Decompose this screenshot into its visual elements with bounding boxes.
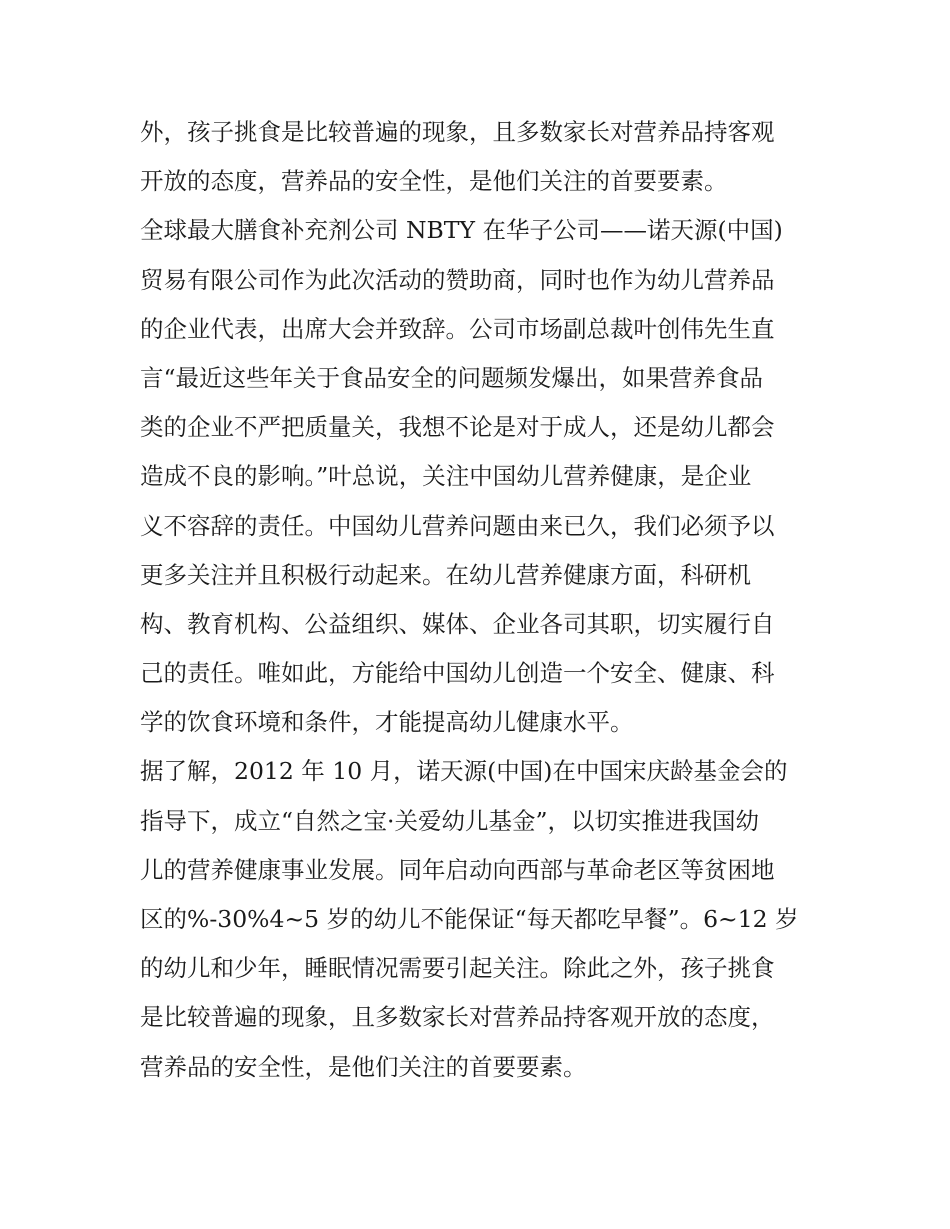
text-line: 的幼儿和少年，睡眠情况需要引起关注。除此之外，孩子挑食 <box>140 954 775 983</box>
body-text <box>140 108 820 1092</box>
text-line: 学的饮食环境和条件，才能提高幼儿健康水平。 <box>140 708 634 737</box>
text-line: 是比较普遍的现象，且多数家长对营养品持客观开放的态度， <box>140 1003 775 1032</box>
text-line: 营养品的安全性，是他们关注的首要要素。 <box>140 1052 587 1081</box>
text-line: 己的责任。唯如此，方能给中国幼儿创造一个安全、健康、科 <box>140 659 775 688</box>
text-line: 构、教育机构、公益组织、媒体、企业各司其职，切实履行自 <box>140 609 775 638</box>
text-line: 外，孩子挑食是比较普遍的现象，且多数家长对营养品持客观 <box>140 118 775 146</box>
text-line: 更多关注并且积极行动起来。在幼儿营养健康方面，科研机 <box>140 560 751 589</box>
text-line: 义不容辞的责任。中国幼儿营养问题由来已久，我们必须予以 <box>140 511 775 540</box>
text-line: 全球最大膳食补充剂公司 NBTY 在华子公司——诺天源(中国) <box>140 216 783 245</box>
text-line: 贸易有限公司作为此次活动的赞助商，同时也作为幼儿营养品 <box>140 265 775 294</box>
text-line: 造成不良的影响。”叶总说，关注中国幼儿营养健康，是企业 <box>140 462 752 491</box>
text-line: 开放的态度，营养品的安全性，是他们关注的首要要素。 <box>140 167 728 196</box>
text-line: 言“最近这些年关于食品安全的问题频发爆出，如果营养食品 <box>140 363 764 392</box>
text-line: 儿的营养健康事业发展。同年启动向西部与革命老区等贫困地 <box>140 855 775 884</box>
text-line: 区的%-30%4~5 岁的幼儿不能保证“每天都吃早餐”。6~12 岁 <box>140 905 799 933</box>
text-line: 指导下，成立“自然之宝·关爱幼儿基金”，以切实推进我国幼 <box>140 806 759 835</box>
text-line: 类的企业不严把质量关，我想不论是对于成人，还是幼儿都会 <box>140 413 775 442</box>
text-line: 的企业代表，出席大会并致辞。公司市场副总裁叶创伟先生直 <box>140 314 775 343</box>
text-line: 据了解，2012 年 10 月，诺天源(中国)在中国宋庆龄基金会的 <box>140 757 788 786</box>
